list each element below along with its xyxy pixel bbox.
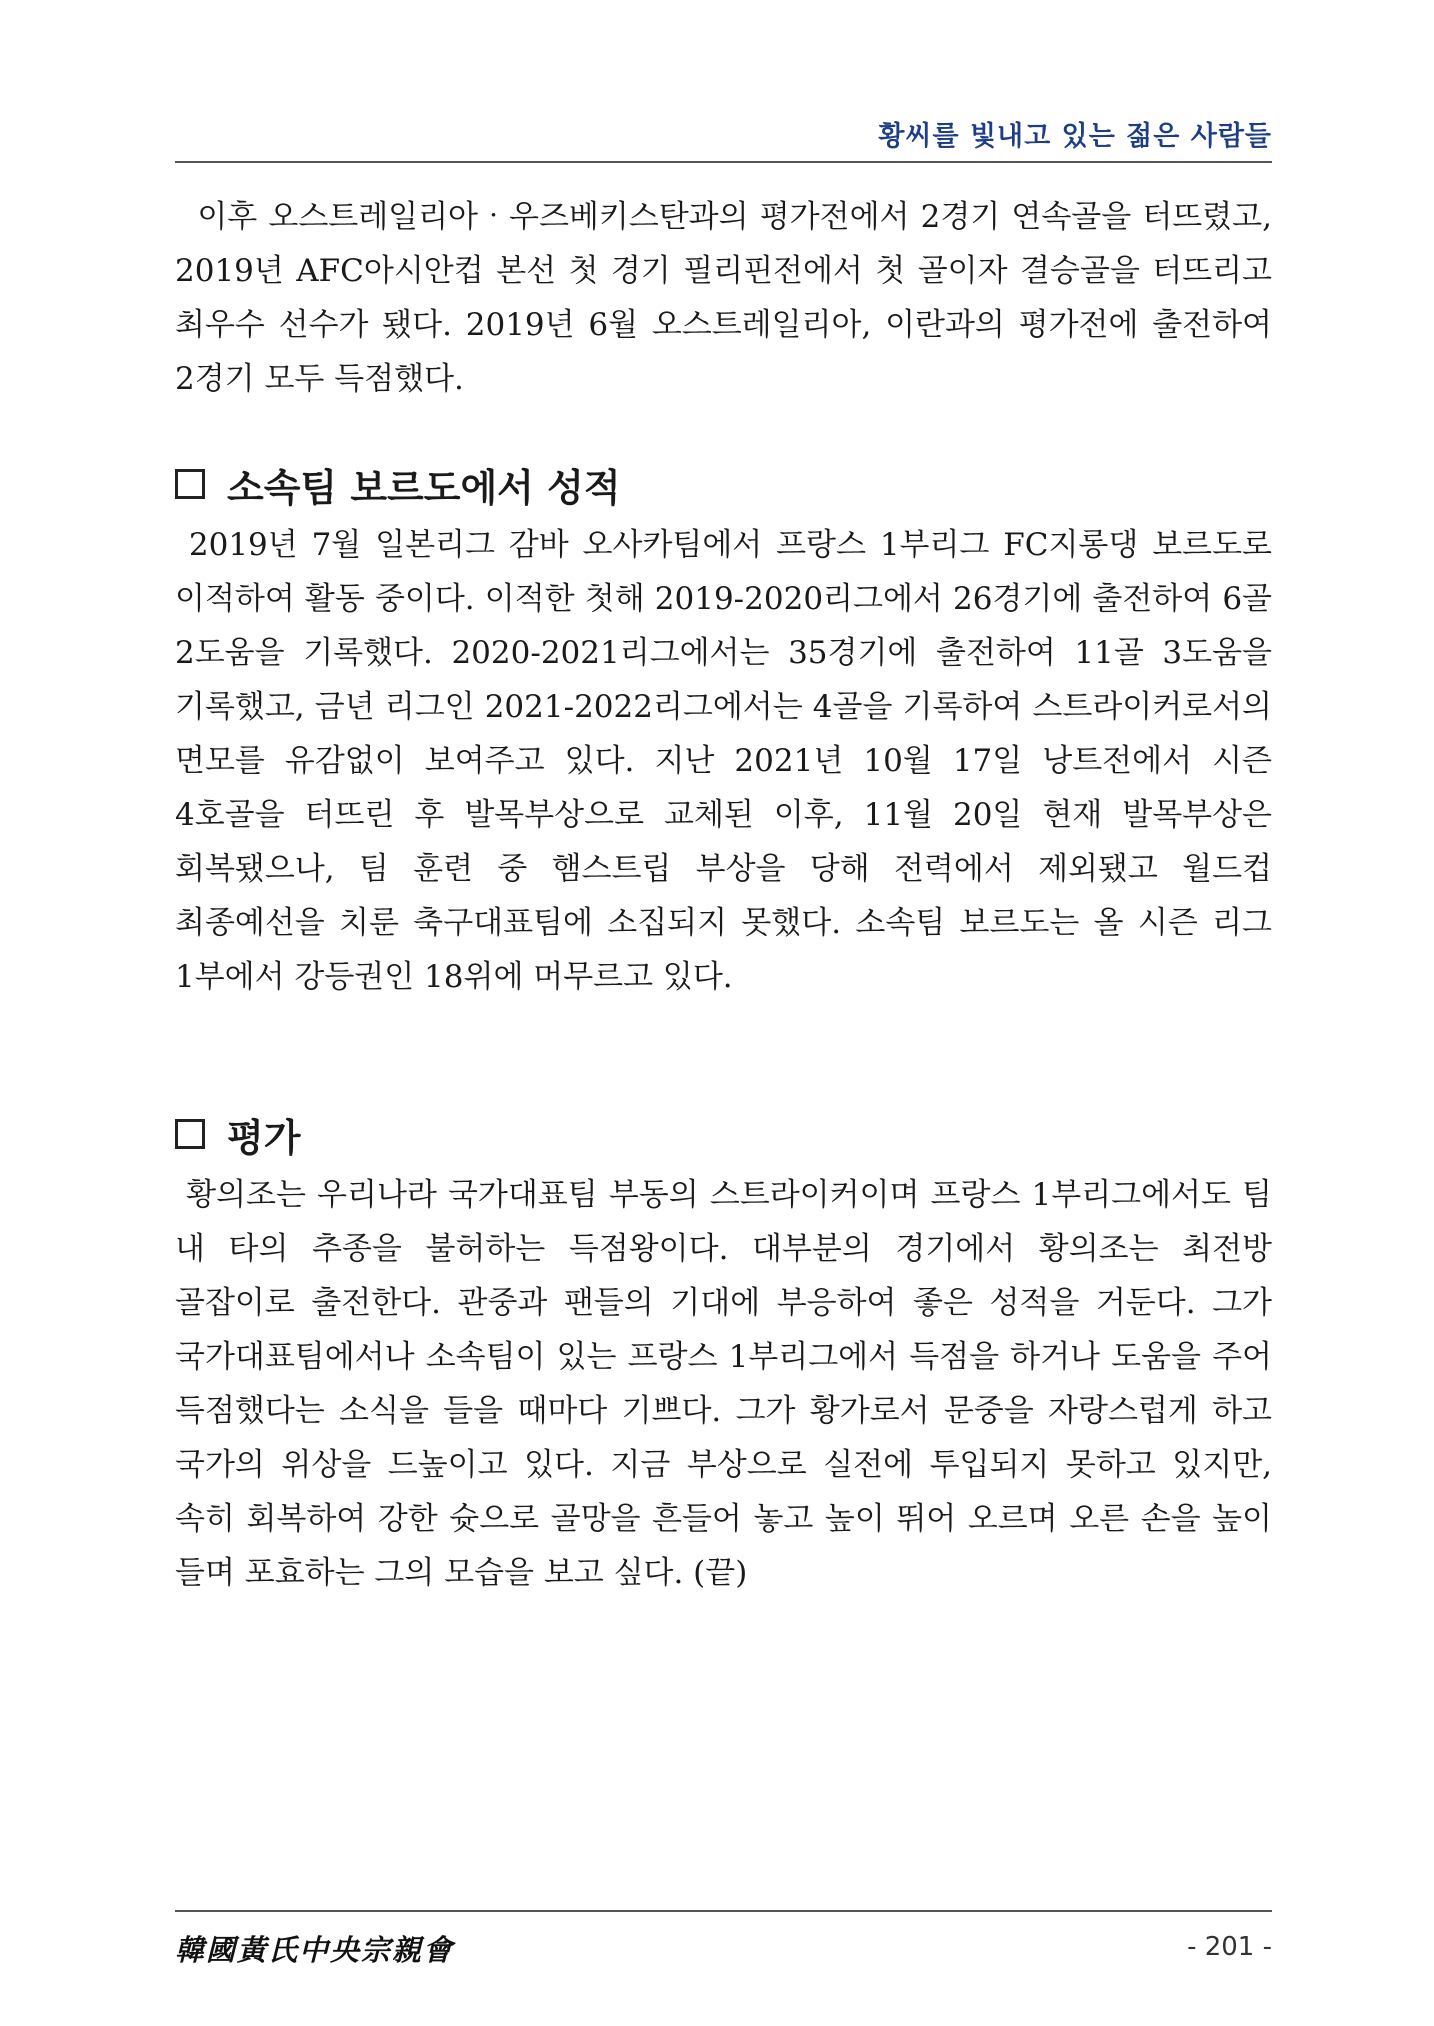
section-heading (175, 1106, 1272, 1162)
square-bullet-icon (175, 1119, 205, 1149)
section-evaluation (175, 1106, 1282, 1600)
organization-name: 韓國黃氏中央宗親會 (175, 1933, 455, 1967)
section-paragraph: 황의조는 우리나라 국가대표팀 부동의 스트라이커이며 프랑스 1부리그에서도 팀 내 타의 추종을 불허하는 득점왕이다. 대부분의 경기에서 황의조는 최전방 골잡이로 출전한다. 관중과 팬들의 기대에 부응하여 좋은 성적을 거둔다. 그가 국가대표팀에서나 소속팀이 있는 프랑스 1부리그에서 득점을 하거나 도움을 주어 득점했다는 소식을 들을 때마다 기쁘다. 그가 황가로서 문중을 자랑스럽게 하고 국가의 위상을 드높이고 있다. 지금 부상으로 실전에 투입되지 못하고 있지만, 속히 회복하여 강한 슛으로 골망을 흔들어 놓고 높이 뛰어 오르며 오른 손을 높이 들며 포효하는 그의 모습을 보고 싶다. (끝) (175, 1177, 1282, 1591)
square-bullet-icon (175, 469, 205, 499)
section-paragraph: 2019년 7월 일본리그 감바 오사카팀에서 프랑스 1부리그 FC지롱댕 보르도로 이적하여 활동 중이다. 이적한 첫해 2019-2020리그에서 26경기에 출전하여 6골 2도움을 기록했다. 2020-2021리그에서는 35경기에 출전하여 11골 3도움을 기록했고, 금년 리그인 2021-2022리그에서는 4골을 기록하여 스트라이커로서의 면모를 유감없이 보여주고 있다. 지난 2021년 10월 17일 낭트전에서 시즌 4호골을 터뜨린 후 발목부상으로 교체된 이후, 11월 20일 현재 발목부상은 회복됐으나, 팀 훈련 중 햄스트립 부상을 당해 전력에서 제외됐고 월드컵 최종예선을 치룬 축구대표팀에 소집되지 못했다. 소속팀 보르도는 올 시즌 리그 1부에서 강등권인 18위에 머무르고 있다. (175, 527, 1282, 995)
section-heading-text: 평가 (227, 1115, 301, 1160)
footer-divider (175, 1910, 1272, 1912)
intro-paragraph: 이후 오스트레일리아‧우즈베키스탄과의 평가전에서 2경기 연속골을 터뜨렸고, 2019년 AFC아시안컵 본선 첫 경기 필리핀전에서 첫 골이자 결승골을 터뜨리고 최우수 선수가 됐다. 2019년 6월 오스트레일리아, 이란과의 평가전에 출전하여 2경기 모두 득점했다. (175, 199, 1282, 397)
section-heading-text: 소속팀 보르도에서 성적 (227, 465, 621, 510)
section-performance (175, 456, 1282, 1004)
page-number: - 201 - (1187, 1932, 1272, 1962)
intro-block (175, 190, 1282, 406)
section-heading (175, 456, 1272, 512)
header-divider (175, 161, 1272, 163)
running-header-title: 황씨를 빛내고 있는 젊은 사람들 (878, 121, 1272, 152)
